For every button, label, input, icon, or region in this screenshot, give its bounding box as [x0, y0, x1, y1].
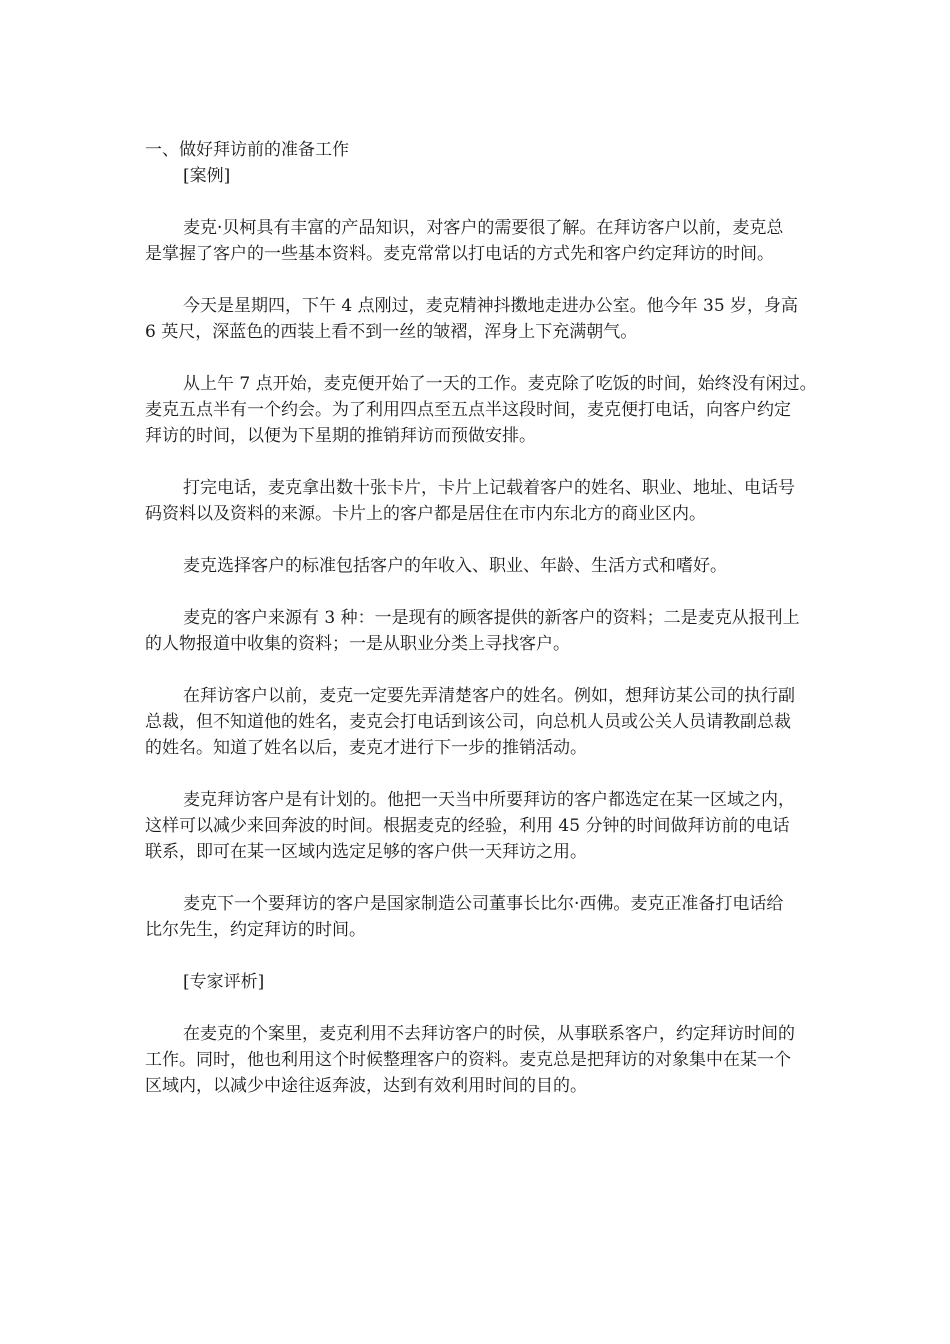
paragraph-line: 打完电话，麦克拿出数十张卡片，卡片上记载着客户的姓名、职业、地址、电话号: [183, 478, 795, 498]
paragraph-line: 麦克拜访客户是有计划的。他把一天当中所要拜访的客户都选定在某一区域之内，: [183, 790, 795, 810]
paragraph-line: 的姓名。知道了姓名以后，麦克才进行下一步的推销活动。: [145, 738, 587, 758]
expert-label: [专家评析]: [183, 972, 265, 992]
paragraph-1: [145, 215, 890, 267]
paragraph-line: 拜访的时间，以便为下星期的推销拜访而预做安排。: [145, 426, 536, 446]
paragraph-line: 在麦克的个案里，麦克利用不去拜访客户的时侯，从事联系客户，约定拜访时间的: [183, 1024, 795, 1044]
paragraph-line: 这样可以减少来回奔波的时间。根据麦克的经验，利用 45 分钟的时间做拜访前的电话: [145, 816, 790, 836]
paragraph-line: 今天是星期四，下午 4 点刚过，麦克精神抖擞地走进办公室。他今年 35 岁，身高: [183, 296, 799, 316]
paragraph-7: [145, 683, 890, 761]
paragraph-4: [145, 475, 890, 527]
paragraph-line: 工作。同时，他也利用这个时候整理客户的资料。麦克总是把拜访的对象集中在某一个: [145, 1050, 791, 1070]
expert-paragraph: [145, 1021, 890, 1099]
paragraph-5: [145, 553, 890, 579]
paragraph-line: 麦克选择客户的标准包括客户的年收入、职业、年龄、生活方式和嗜好。: [183, 556, 727, 576]
section-heading: 一、做好拜访前的准备工作: [145, 140, 349, 160]
paragraph-line: 联系，即可在某一区域内选定足够的客户供一天拜访之用。: [145, 842, 587, 862]
paragraph-line: 是掌握了客户的一些基本资料。麦克常常以打电话的方式先和客户约定拜访的时间。: [145, 244, 774, 264]
paragraph-line: 码资料以及资料的来源。卡片上的客户都是居住在市内东北方的商业区内。: [145, 504, 706, 524]
paragraph-line: 麦克的客户来源有 3 种：一是现有的顾客提供的新客户的资料；二是麦克从报刊上: [183, 608, 800, 628]
paragraph-line: 在拜访客户以前，麦克一定要先弄清楚客户的姓名。例如，想拜访某公司的执行副: [183, 686, 795, 706]
paragraph-line: 麦克下一个要拜访的客户是国家制造公司董事长比尔·西佛。麦克正准备打电话给: [183, 894, 784, 914]
paragraph-line: 麦克·贝柯具有丰富的产品知识，对客户的需要很了解。在拜访客户以前，麦克总: [183, 218, 784, 238]
paragraph-line: 6 英尺，深蓝色的西装上看不到一丝的皱褶，浑身上下充满朝气。: [145, 322, 638, 342]
paragraph-line: 总裁，但不知道他的姓名，麦克会打电话到该公司，向总机人员或公关人员请教副总裁: [145, 712, 791, 732]
paragraph-line: 区域内，以减少中途往返奔波，达到有效利用时间的目的。: [145, 1076, 587, 1096]
paragraph-9: [145, 891, 890, 943]
paragraph-line: 从上午 7 点开始，麦克便开始了一天的工作。麦克除了吃饭的时间，始终没有闲过。: [183, 374, 817, 394]
paragraph-line: 的人物报道中收集的资料；一是从职业分类上寻找客户。: [145, 634, 570, 654]
paragraph-2: [145, 293, 890, 345]
paragraph-3: [145, 371, 890, 449]
paragraph-8: [145, 787, 890, 865]
paragraph-line: 麦克五点半有一个约会。为了利用四点至五点半这段时间，麦克便打电话，向客户约定: [145, 400, 791, 420]
paragraph-line: 比尔先生，约定拜访的时间。: [145, 920, 366, 940]
paragraph-6: [145, 605, 890, 657]
case-label: [案例]: [183, 166, 231, 186]
document-page: [145, 137, 890, 1099]
